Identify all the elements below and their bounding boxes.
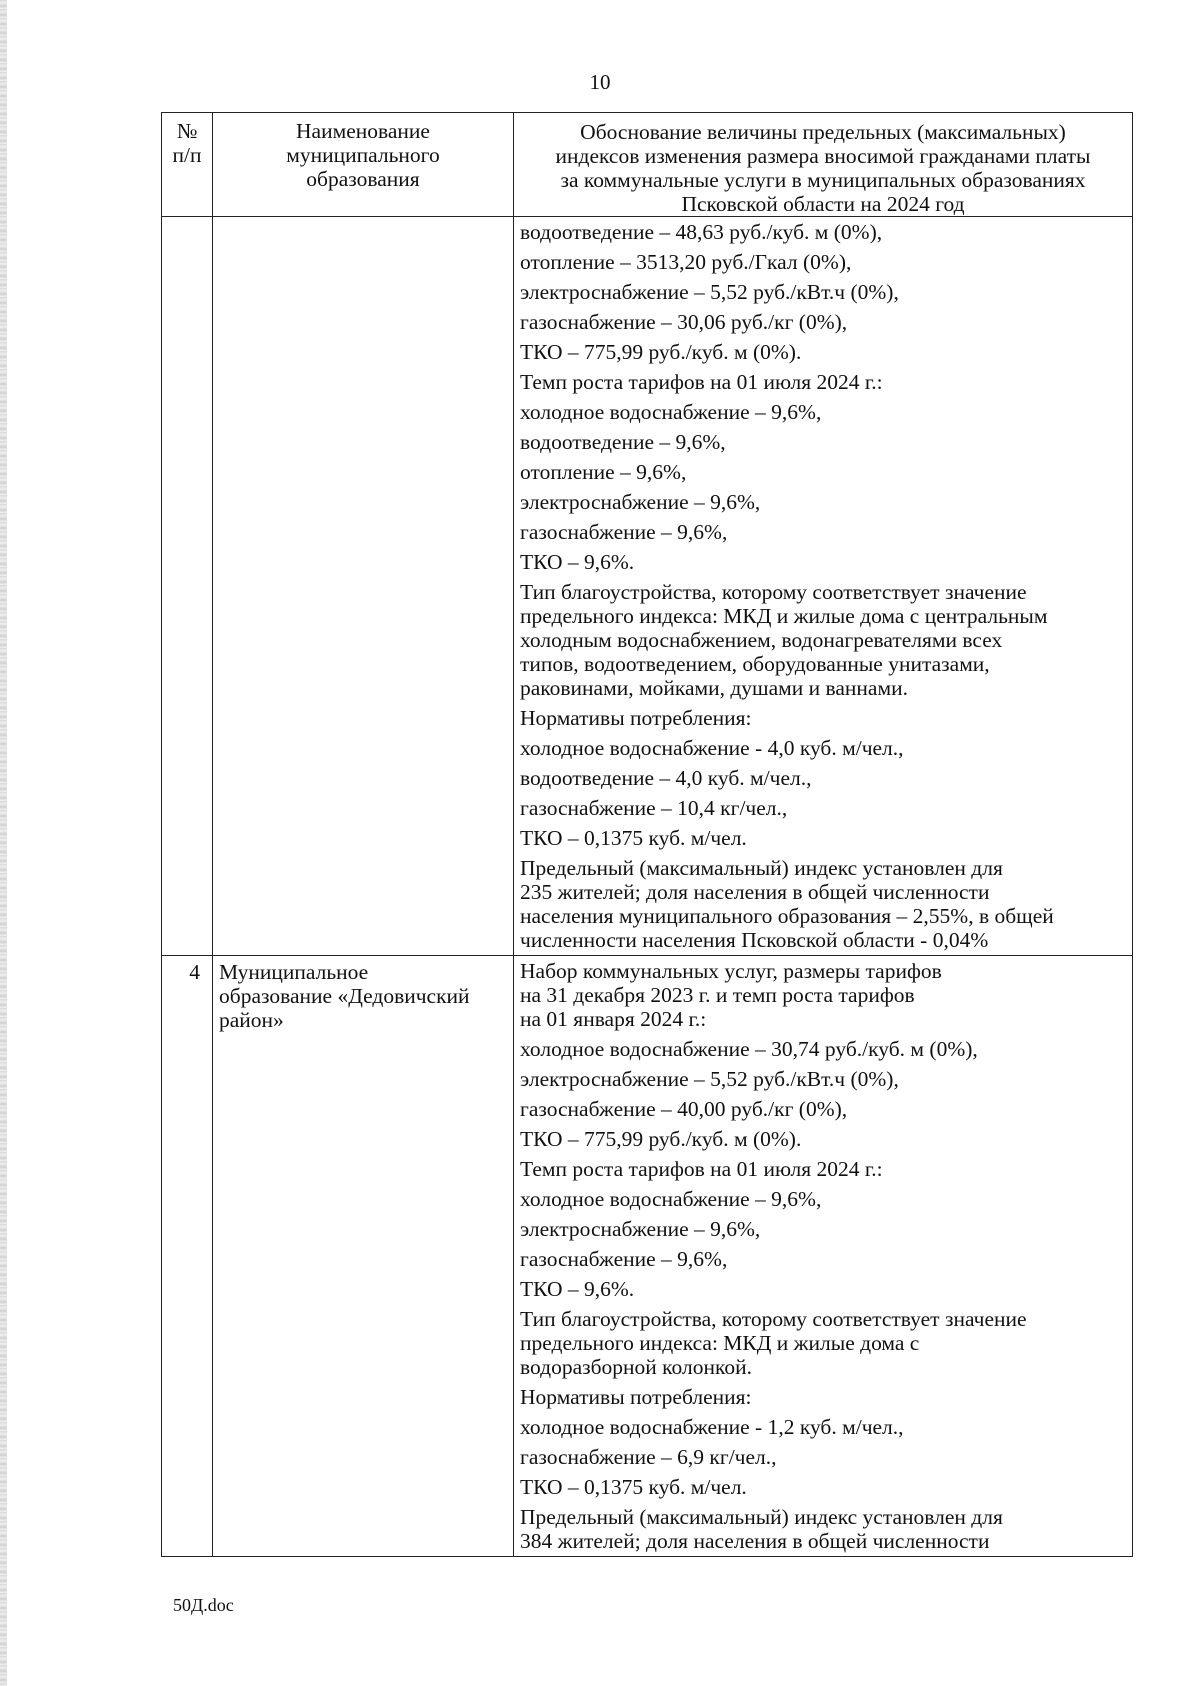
basis-paragraph: холодное водоснабжение – 9,6%, [520, 400, 822, 424]
header-line: п/п [172, 143, 202, 167]
basis-paragraph: Нормативы потребления: [520, 706, 752, 730]
basis-paragraph: электроснабжение – 5,52 руб./кВт.ч (0%), [520, 280, 899, 304]
basis-line: раковинами, мойками, душами и ваннами. [520, 676, 908, 700]
basis-paragraph: электроснабжение – 9,6%, [520, 1217, 761, 1241]
header-line: № [176, 119, 198, 143]
header-line: за коммунальные услуги в муниципальных образованиях [560, 168, 1086, 192]
basis-paragraph [514, 577, 1132, 703]
basis-cell [514, 956, 1133, 1557]
basis-paragraph: Нормативы потребления: [520, 1385, 752, 1409]
header-line: Обоснование величины предельных (максимальных) [580, 120, 1066, 144]
basis-paragraph: ТКО – 775,99 руб./куб. м (0%). [520, 1127, 802, 1151]
basis-line: населения муниципального образования – 2,55%, в общей [520, 904, 1054, 928]
header-line: индексов изменения размера вносимой гражданами платы [555, 144, 1091, 168]
basis-paragraph [514, 1502, 1132, 1556]
basis-paragraph: ТКО – 9,6%. [520, 1277, 635, 1301]
basis-paragraph: газоснабжение – 6,9 кг/чел., [520, 1445, 777, 1469]
basis-paragraph: холодное водоснабжение - 1,2 куб. м/чел., [520, 1415, 904, 1439]
basis-paragraph: отопление – 3513,20 руб./Гкал (0%), [520, 250, 852, 274]
basis-line: Тип благоустройства, которому соответствует значение [520, 580, 1027, 604]
basis-line: Предельный (максимальный) индекс установлен для [520, 856, 1003, 880]
table-row [162, 217, 1133, 956]
basis-paragraph: водоотведение – 48,63 руб./куб. м (0%), [520, 220, 883, 244]
basis-line: водоразборной колонкой. [520, 1355, 752, 1379]
basis-paragraph: электроснабжение – 9,6%, [520, 490, 761, 514]
basis-paragraph: Темп роста тарифов на 01 июля 2024 г.: [520, 370, 883, 394]
basis-paragraph: газоснабжение – 40,00 руб./кг (0%), [520, 1097, 848, 1121]
basis-paragraph: отопление – 9,6%, [520, 460, 687, 484]
header-line: образования [306, 167, 420, 191]
row-number [162, 217, 213, 956]
basis-line: 384 жителей; доля населения в общей численности [520, 1529, 990, 1553]
basis-paragraph: электроснабжение – 5,52 руб./кВт.ч (0%), [520, 1067, 899, 1091]
tariff-table [161, 112, 1133, 1557]
basis-line: предельного индекса: МКД и жилые дома с центральным [520, 604, 1048, 628]
basis-paragraph [514, 853, 1132, 955]
header-line: Псковской области на 2024 год [681, 192, 965, 216]
basis-paragraph: газоснабжение – 9,6%, [520, 1247, 728, 1271]
basis-paragraph [514, 1304, 1132, 1382]
municipality-name [213, 956, 514, 1557]
basis-line: на 01 января 2024 г.: [520, 1007, 707, 1031]
municipality-name-line: образование «Дедовичский [219, 984, 470, 1008]
basis-line: холодным водоснабжением, водонагревателями всех [520, 628, 1003, 652]
table-header-row [162, 113, 1133, 217]
scan-edge [0, 0, 7, 1686]
header-line: муниципального [286, 143, 440, 167]
basis-paragraph: холодное водоснабжение – 30,74 руб./куб. м (0%), [520, 1037, 978, 1061]
basis-paragraph: ТКО – 775,99 руб./куб. м (0%). [520, 340, 802, 364]
table-row [162, 956, 1133, 1557]
basis-paragraph: ТКО – 0,1375 куб. м/чел. [520, 1475, 747, 1499]
header-number [162, 113, 213, 217]
basis-paragraph: ТКО – 9,6%. [520, 550, 635, 574]
basis-paragraph: холодное водоснабжение - 4,0 куб. м/чел., [520, 736, 904, 760]
page-number: 10 [589, 70, 611, 94]
basis-paragraph: ТКО – 0,1375 куб. м/чел. [520, 826, 747, 850]
municipality-name [213, 217, 514, 956]
basis-paragraph: газоснабжение – 30,06 руб./кг (0%), [520, 310, 848, 334]
row-number: 4 [162, 956, 213, 1557]
basis-paragraph: газоснабжение – 10,4 кг/чел., [520, 796, 788, 820]
basis-line: Тип благоустройства, которому соответствует значение [520, 1307, 1027, 1331]
header-line: Наименование [296, 119, 430, 143]
basis-paragraph [514, 956, 1132, 1034]
basis-line: Набор коммунальных услуг, размеры тарифов [520, 959, 942, 983]
basis-line: Предельный (максимальный) индекс установлен для [520, 1505, 1003, 1529]
basis-line: предельного индекса: МКД и жилые дома с [520, 1331, 920, 1355]
basis-line: на 31 декабря 2023 г. и темп роста тарифов [520, 983, 915, 1007]
basis-paragraph: газоснабжение – 9,6%, [520, 520, 728, 544]
basis-paragraph: водоотведение – 9,6%, [520, 430, 726, 454]
footer-filename: 50Д.doc [173, 1595, 234, 1615]
basis-paragraph: водоотведение – 4,0 куб. м/чел., [520, 766, 812, 790]
municipality-name-line: район» [219, 1008, 284, 1032]
basis-paragraph: Темп роста тарифов на 01 июля 2024 г.: [520, 1157, 883, 1181]
basis-line: 235 жителей; доля населения в общей численности [520, 880, 990, 904]
basis-cell [514, 217, 1133, 956]
basis-line: типов, водоотведением, оборудованные унитазами, [520, 652, 990, 676]
basis-line: численности населения Псковской области - 0,04% [520, 928, 989, 952]
header-municipality [213, 113, 514, 217]
header-basis [514, 113, 1133, 217]
basis-paragraph: холодное водоснабжение – 9,6%, [520, 1187, 822, 1211]
municipality-name-line: Муниципальное [219, 960, 369, 984]
